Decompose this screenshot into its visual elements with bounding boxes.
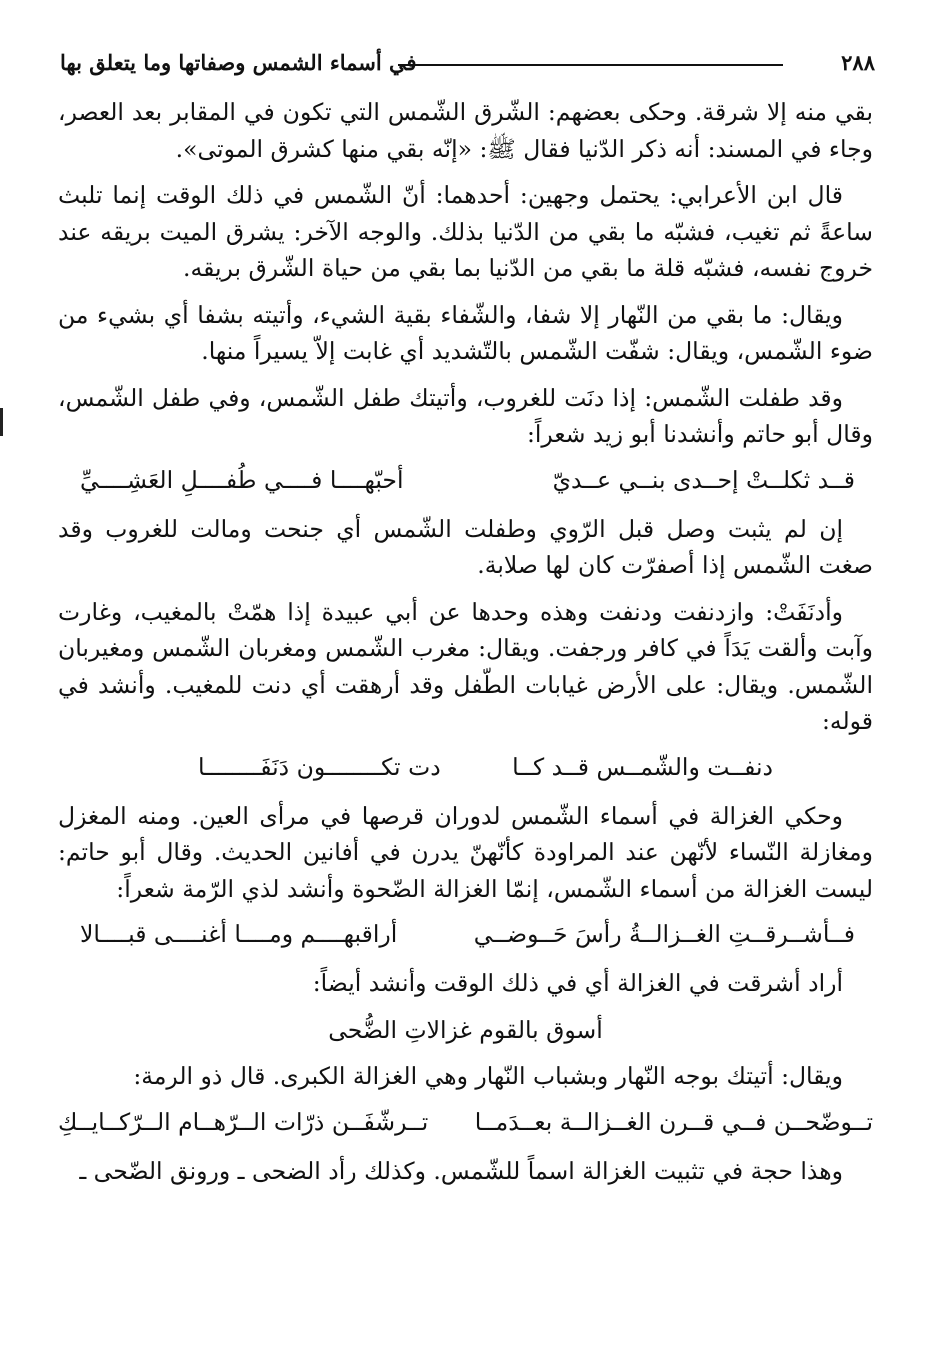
verse-2-first-hemistich: دنفــت والشّمــس قــد كــا: [512, 752, 773, 781]
paragraph-2: قال ابن الأعرابي: يحتمل وجهين: أحدهما: أنّ الشّمس في ذلك الوقت إنما تلبث ساعةً ثم تغيب، فشبّه ما بقي من الدّنيا بذلك. والوجه الآخر: يشرق الميت بريقه عند خروج نفسه، فشبّه قلة ما بقي من الدّنيا بما بقي من حياة الشّرق بريقه.: [58, 181, 873, 282]
paragraph-5: إن لم يثبت وصل قبل الرّوي وطفلت الشّمس أي جنحت ومالت للغروب وقد صغت الشّمس إذا أصفرّت كان لها صلابة.: [58, 514, 873, 579]
verse-3-second-hemistich: أراقبهــــم ومــــا أغنــــى قبــــالا: [80, 920, 398, 948]
paragraph-9: ويقال: أتيتك بوجه النّهار وبشباب النّهار وهي الغزالة الكبرى. قال ذو الرمة:: [133, 1062, 843, 1090]
paragraph-3: ويقال: ما بقي من النّهار إلا شفا، والشّفاء بقية الشيء، وأتيته بشفا أي بشيء من ضوء الشّمس، ويقال: شفّت الشّمس بالتّشديد أي غابت إلاّ يسيراً منها.: [58, 300, 873, 365]
verse-4: أسوق بالقوم غزالاتِ الضُّحى: [328, 1015, 603, 1044]
running-title: في أسماء الشمس وصفاتها وما يتعلق بها: [60, 50, 417, 75]
header-rule: [398, 64, 783, 66]
verse-3: [58, 915, 873, 953]
verse-2: [58, 748, 873, 786]
verse-1: [58, 461, 873, 499]
scan-edge-mark: [0, 408, 3, 436]
paragraph-6: وأدنَفَتْ: وازدنفت ودنفت وهذه وحدها عن أبي عبيدة إذا همّتْ بالمغيب، وغارت وآبت وألقت يَدَاً في كافر ورجفت. ويقال: مغرب الشّمس ومغربان الشّمس ومغيربان الشّمس. ويقال: على الأرض غيابات الطّفل وقد أرهقت أي دنت للمغيب. وأنشد في قوله:: [58, 597, 873, 735]
paragraph-8: أراد أشرقت في الغزالة أي في ذلك الوقت وأنشد أيضاً:: [312, 969, 843, 997]
page-number: ٢٨٨: [841, 50, 875, 75]
verse-1-first-hemistich: قــد ثكلــتْ إحــدى بنــي عــديّ: [552, 465, 855, 494]
verse-5-first-hemistich: تــوضّحــن فــي قــرن الغــزالــة بعــدَمــا: [474, 1107, 873, 1136]
paragraph-4: وقد طفلت الشّمس: إذا دنَت للغروب، وأتيتك طفل الشّمس، وفي طفل الشّمس، وقال أبو حاتم وأنشدنا أبو زيد شعراً:: [58, 383, 873, 448]
verse-2-second-hemistich: دت تكــــــــون دَنَفَــــــــا: [198, 752, 441, 781]
verse-5: [58, 1103, 873, 1141]
page-body: [58, 94, 873, 1199]
verse-3-first-hemistich: فــأشــرقــتِ الغــزالــةُ رأسَ حَــوضــي: [473, 920, 855, 948]
verse-1-second-hemistich: أحبّهــــا فــــي طُفــــلِ العَشِــــيِّ: [80, 465, 404, 494]
paragraph-1: بقي منه إلا شرقة. وحكى بعضهم: الشّرق الشّمس التي تكون في المقابر بعد العصر، وجاء في المسند: أنه ذكر الدّنيا فقال ﷺ: «إنّه بقي منها كشرق الموتى».: [58, 98, 873, 163]
paragraph-7: وحكي الغزالة في أسماء الشّمس لدوران قرصها في مرأى العين. ومنه المغزل ومغازلة النّساء لأنّهن عند المراودة كأنّهنّ يدرن في أفانين الحديث. وقال أبو حاتم: ليست الغزالة من أسماء الشّمس، إنمّا الغزالة الضّحوة وأنشد لذي الرّمة شعراً:: [58, 801, 873, 903]
verse-5-second-hemistich: تــرشّفَــن ذرّات الــرّهــام الــرّكــايــكِ: [58, 1107, 429, 1136]
running-header: [60, 44, 875, 84]
paragraph-10: وهذا حجة في تثبيت الغزالة اسماً للشّمس. وكذلك رأد الضحى ـ ورونق الضّحى ـ: [79, 1156, 843, 1185]
